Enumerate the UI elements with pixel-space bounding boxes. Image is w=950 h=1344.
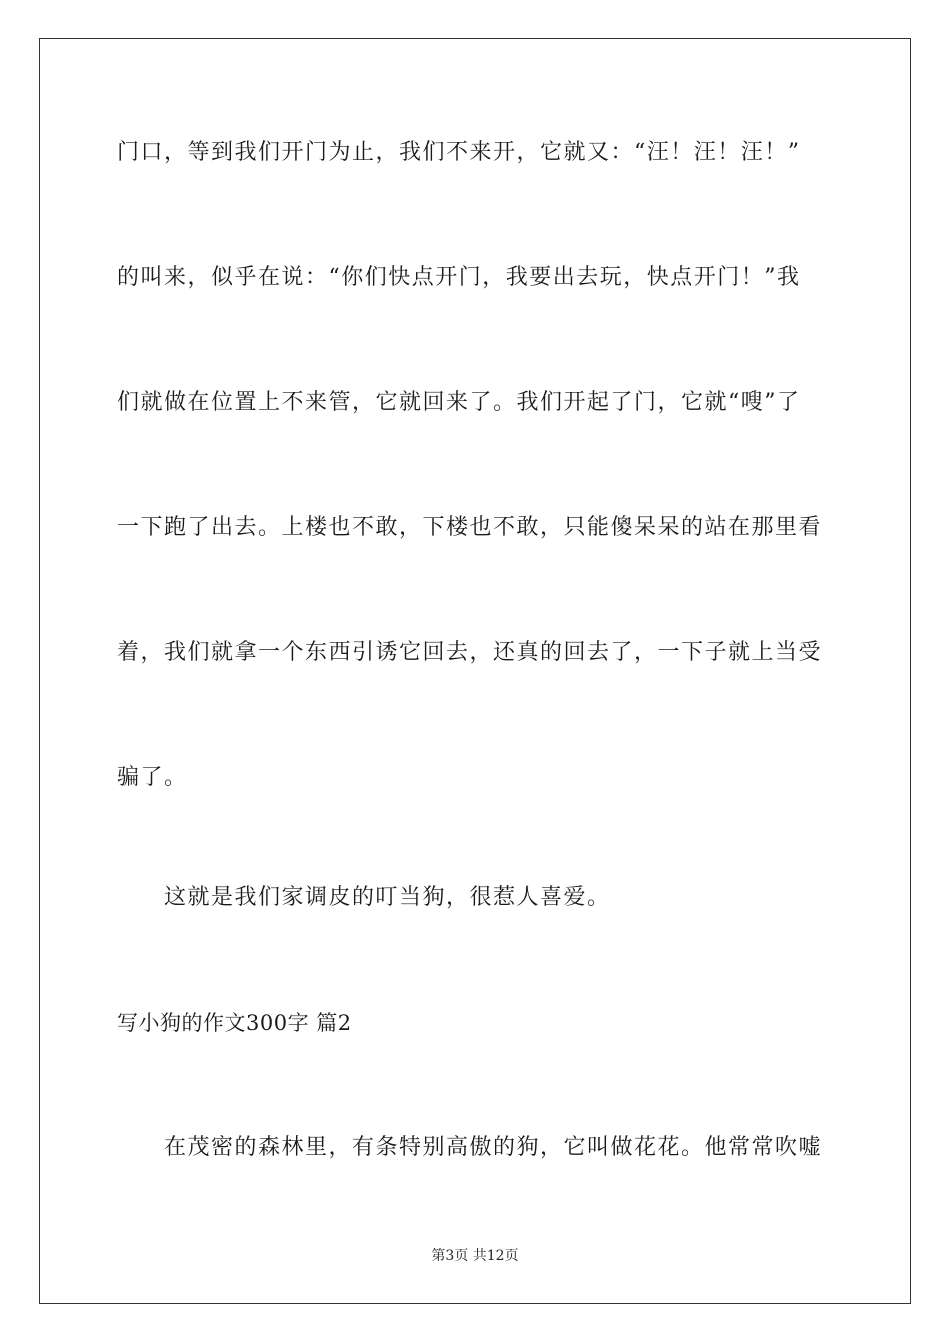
section-heading: 写小狗的作文300字 篇2 <box>117 1011 352 1035</box>
body-text-line: 骗了。 <box>117 765 188 790</box>
body-text-line: 着，我们就拿一个东西引诱它回去，还真的回去了，一下子就上当受 <box>117 640 823 665</box>
body-text-line: 门口，等到我们开门为止，我们不来开，它就又：“汪！汪！汪！” <box>117 140 801 165</box>
page-number-footer: 第3页 共12页 <box>431 1248 519 1264</box>
body-text-line: 一下跑了出去。上楼也不敢，下楼也不敢，只能傻呆呆的站在那里看 <box>117 515 823 540</box>
body-text-line: 的叫来，似乎在说：“你们快点开门，我要出去玩，快点开门！”我 <box>117 265 801 290</box>
closing-paragraph: 这就是我们家调皮的叮当狗，很惹人喜爱。 <box>164 885 611 910</box>
page-border <box>39 38 911 1304</box>
paragraph-start: 在茂密的森林里，有条特别高傲的狗，它叫做花花。他常常吹嘘 <box>164 1135 823 1160</box>
body-text-line: 们就做在位置上不来管，它就回来了。我们开起了门，它就“嗖”了 <box>117 390 801 415</box>
